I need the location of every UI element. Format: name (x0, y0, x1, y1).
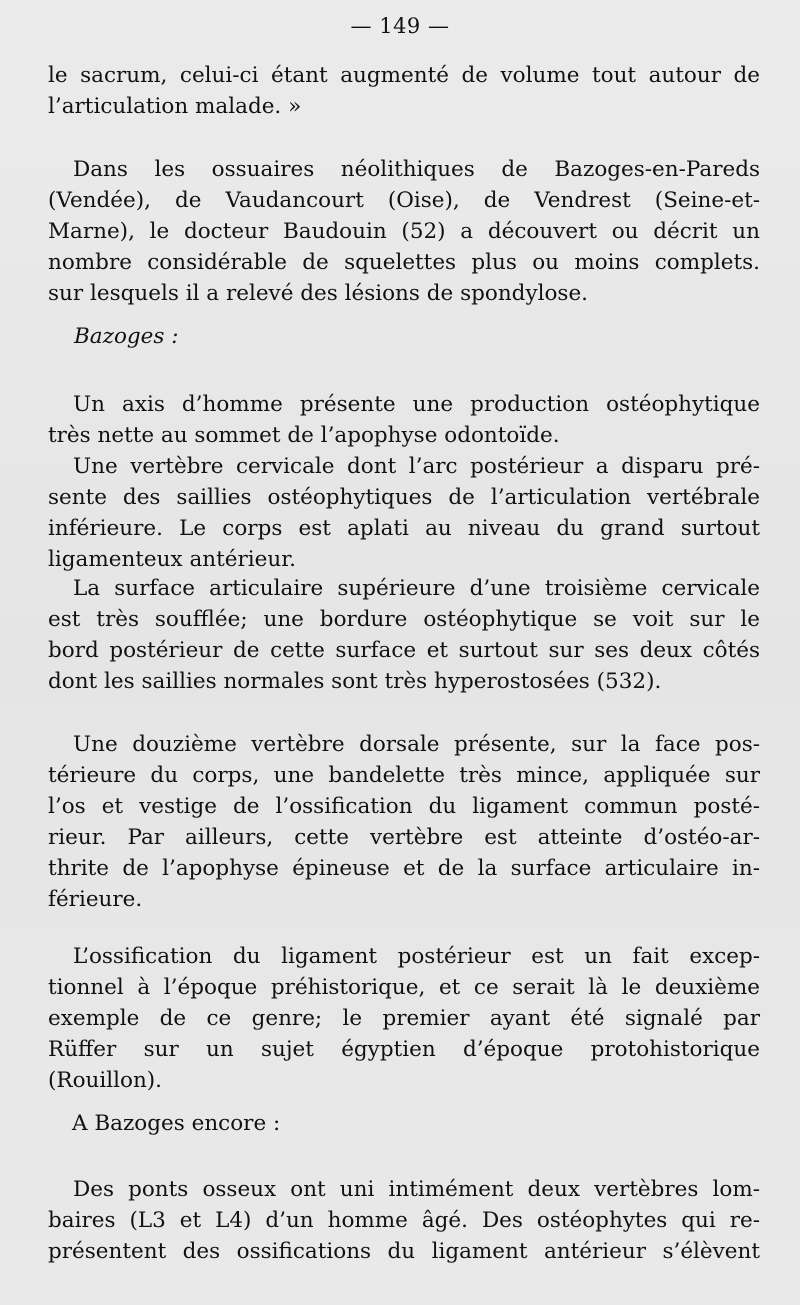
text-line: l’articulation malade. » (48, 94, 302, 119)
paragraph-3 (48, 389, 760, 451)
paragraph-6 (48, 729, 760, 915)
text-line: très nette au sommet de l’apophyse odontoïde. (48, 423, 560, 448)
paragraph-5 (48, 573, 760, 697)
text-line: férieure. (48, 887, 143, 912)
text-line: Marne), le docteur Baudouin (52) a découvert ou décrit un (48, 219, 760, 244)
text-line: sente des saillies ostéophytiques de l’articulation vertébrale (48, 485, 760, 510)
text-line: Dans les ossuaires néolithiques de Bazoges-en-Pareds (73, 157, 760, 182)
paragraph-8 (48, 1174, 760, 1267)
text-line: L’ossification du ligament postérieur est un fait excep- (73, 944, 760, 969)
text-line: rieur. Par ailleurs, cette vertèbre est atteinte d’ostéo-ar- (48, 825, 760, 850)
text-line: nombre considérable de squelettes plus ou moins complets. (48, 250, 760, 275)
paragraph-2 (48, 154, 760, 309)
text-line: La surface articulaire supérieure d’une troisième cervicale (73, 576, 760, 601)
paragraph-4 (48, 451, 760, 575)
text-line: Une vertèbre cervicale dont l’arc postérieur a disparu pré- (73, 454, 760, 479)
text-line: ligamenteux antérieur. (48, 547, 296, 572)
text-line: tionnel à l’époque préhistorique, et ce serait là le deuxième (48, 975, 760, 1000)
text-line: le sacrum, celui-ci étant augmenté de volume tout autour de (48, 63, 760, 88)
text-line: sur lesquels il a relevé des lésions de spondylose. (48, 281, 588, 306)
text-line: présentent des ossifications du ligament antérieur s’élèvent (48, 1239, 760, 1264)
section-label-bazoges: Bazoges : (74, 324, 179, 349)
text-line: est très soufflée; une bordure ostéophytique se voit sur le (48, 607, 760, 632)
text-line: térieure du corps, une bandelette très mince, appliquée sur (48, 763, 760, 788)
text-line: (Vendée), de Vaudancourt (Oise), de Vendrest (Seine-et- (48, 188, 760, 213)
text-line: thrite de l’apophyse épineuse et de la surface articulaire in- (48, 856, 760, 881)
text-line: exemple de ce genre; le premier ayant été signalé par (48, 1006, 760, 1031)
text-line: dont les saillies normales sont très hyperostosées (532). (48, 669, 662, 694)
paragraph-1 (48, 60, 760, 122)
text-line: l’os et vestige de l’ossification du ligament commun posté- (48, 794, 760, 819)
text-line: inférieure. Le corps est aplati au niveau du grand surtout (48, 516, 760, 541)
text-line: Un axis d’homme présente une production ostéophytique (73, 392, 760, 417)
text-line: bord postérieur de cette surface et surtout sur ses deux côtés (48, 638, 760, 663)
text-line: baires (L3 et L4) d’un homme âgé. Des ostéophytes qui re- (48, 1208, 760, 1233)
section-label-bazoges-encore: A Bazoges encore : (72, 1111, 281, 1136)
text-line: (Rouillon). (48, 1068, 163, 1093)
text-line: Des ponts osseux ont uni intimément deux vertèbres lom- (73, 1177, 760, 1202)
text-line: Une douzième vertèbre dorsale présente, sur la face pos- (73, 732, 760, 757)
paragraph-7 (48, 941, 760, 1096)
page-number: — 149 — (350, 14, 450, 38)
text-line: Rüffer sur un sujet égyptien d’époque protohistorique (48, 1037, 760, 1062)
